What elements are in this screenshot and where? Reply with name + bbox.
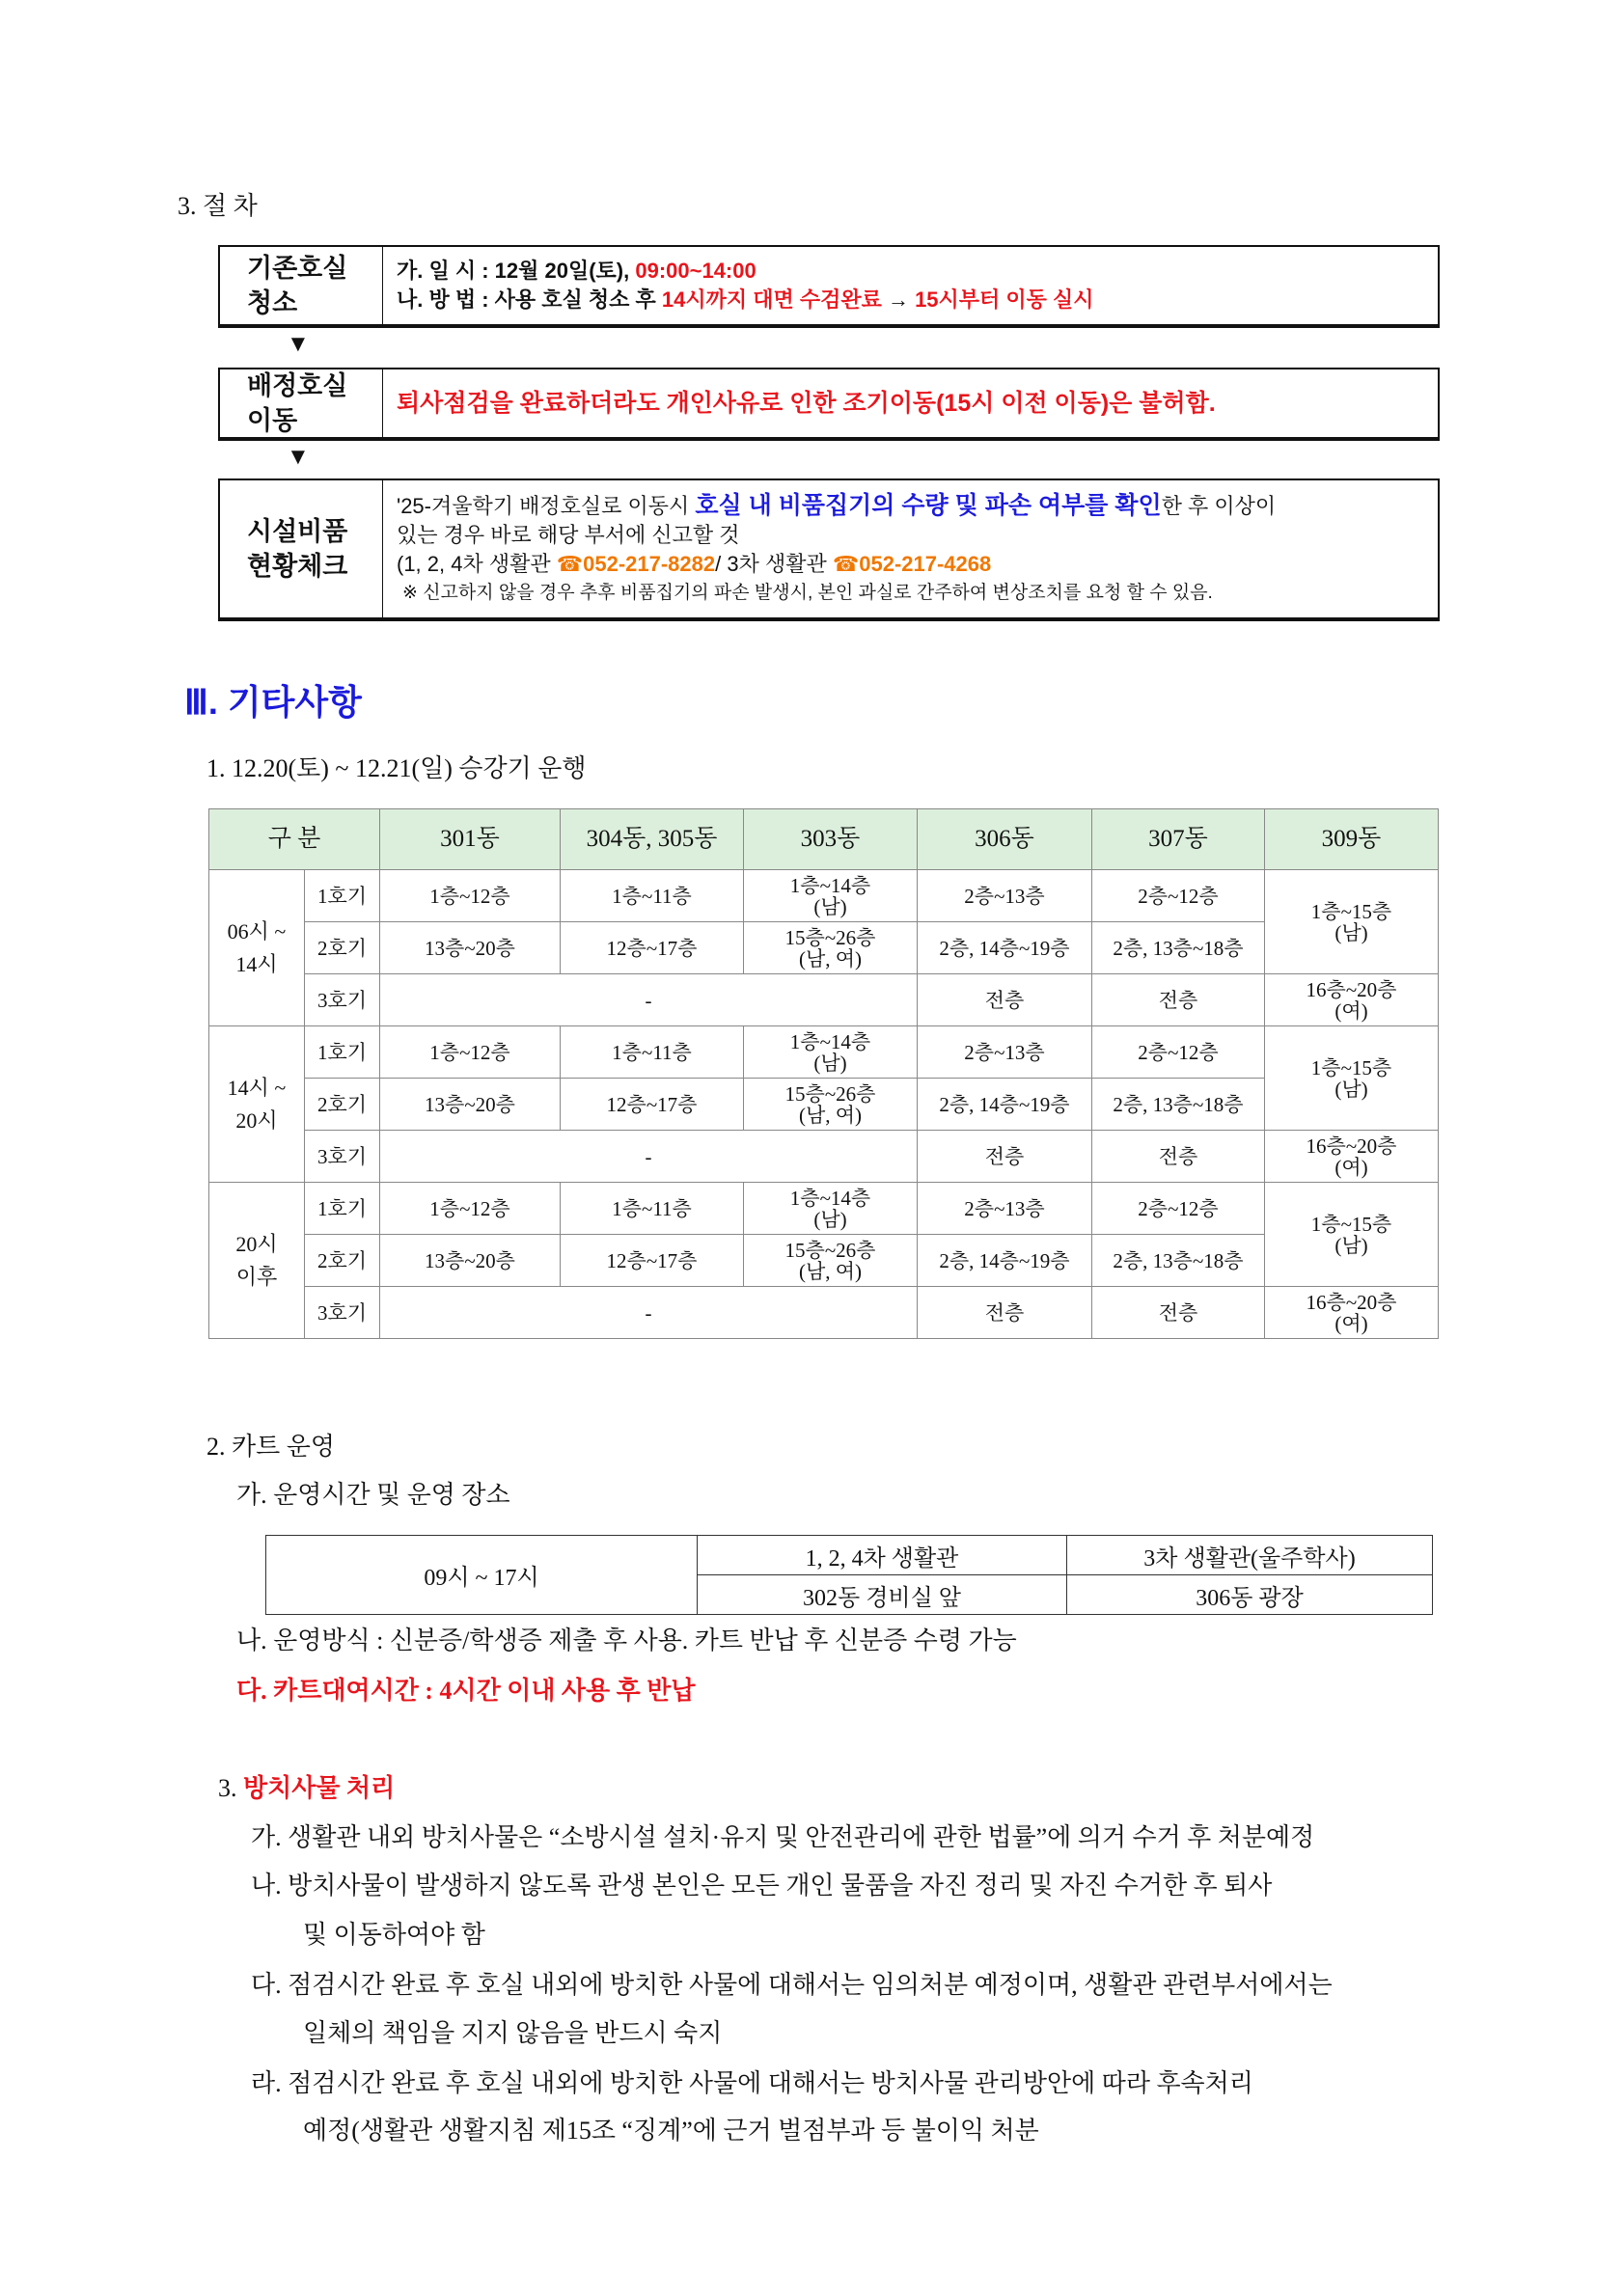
text: 나. 방 법 : 사용 호실 청소 후 (397, 287, 662, 312)
table-cell (744, 870, 918, 922)
highlight: 15시부터 이동 실시 (915, 287, 1094, 312)
period-label: 이후 (235, 1264, 278, 1289)
header-cell: 301동 (380, 809, 561, 870)
floor-range: 16층~20층 (1306, 1134, 1397, 1158)
unit-cell: 3호기 (305, 974, 380, 1026)
unit-cell: 1호기 (305, 1183, 380, 1235)
down-arrow-icon: ▼ (287, 332, 310, 357)
floor-range: 15층~26층 (784, 1081, 876, 1106)
period-label: 14시 ~ (227, 1075, 287, 1100)
header-cell: 309동 (1265, 809, 1439, 870)
table-cell: - (380, 974, 918, 1026)
table-cell: 전층 (1092, 1131, 1265, 1183)
header-cell: 구 분 (209, 809, 380, 870)
table-cell (1265, 1131, 1439, 1183)
text: 한 후 이상이 (1161, 493, 1277, 518)
method-line (397, 286, 1424, 314)
table-cell: 13층~20층 (380, 1079, 561, 1131)
floor-range: 1층~15층 (1310, 1055, 1392, 1080)
header-cell: 307동 (1092, 809, 1265, 870)
note: ※ 신고하지 않을 경우 추후 비품집기의 파손 발생시, 본인 과실로 간주하여 변상조치를 요청 할 수 있음. (402, 582, 1213, 603)
list-item: 나. 방치사물이 발생하지 않도록 관생 본인은 모든 개인 물품을 자진 정리 및 자진 수거한 후 퇴사 (251, 1872, 1273, 1900)
table-cell: 2층, 13층~18층 (1092, 922, 1265, 974)
list-item: 예정(생활관 생활지침 제15조 “징계”에 근거 벌점부과 등 불이익 처분 (303, 2117, 1039, 2145)
floor-range: 15층~26층 (784, 1238, 876, 1262)
unit-cell: 1호기 (305, 870, 380, 922)
gender: (남) (1334, 920, 1368, 944)
table-cell (1265, 870, 1439, 974)
elevator-table (208, 808, 1439, 1339)
table-cell: 13층~20층 (380, 922, 561, 974)
list-item: 다. 점검시간 완료 후 호실 내외에 방치한 사물에 대해서는 임의처분 예정이며, 생활관 관련부서에서는 (251, 1971, 1333, 1999)
table-cell: - (380, 1131, 918, 1183)
gender: (여) (1334, 1155, 1368, 1179)
table-cell: 1층~11층 (561, 1183, 744, 1235)
table-row (209, 1026, 1439, 1079)
table-cell: 1층~12층 (380, 1183, 561, 1235)
cart-table (265, 1535, 1433, 1615)
phone-number: ☎052-217-4268 (832, 551, 992, 576)
schedule-line (397, 257, 1424, 286)
table-cell: 1층~12층 (380, 1026, 561, 1079)
table-cell: 12층~17층 (561, 1079, 744, 1131)
table-cell: 전층 (918, 974, 1092, 1026)
text: 가. 일 시 : 12월 20일(토), (397, 259, 636, 283)
table-cell: 2층~12층 (1092, 870, 1265, 922)
table-header (209, 809, 1439, 870)
header-cell: 303동 (744, 809, 918, 870)
unit-cell: 2호기 (305, 1235, 380, 1287)
unit-cell: 1호기 (305, 1026, 380, 1079)
period-label: 20시 (235, 1107, 278, 1133)
floor-range: 1층~14층 (789, 1186, 871, 1210)
table-cell: 전층 (1092, 974, 1265, 1026)
table-cell: 2층~13층 (918, 1026, 1092, 1079)
period-label: 14시 (235, 951, 278, 976)
table-row (209, 1079, 1439, 1131)
abandoned-heading (218, 1773, 395, 1804)
section-title: 기타사항 (227, 682, 362, 722)
table-cell: 13층~20층 (380, 1235, 561, 1287)
list-item: 및 이동하여야 함 (303, 1921, 485, 1949)
period-cell (209, 1026, 305, 1183)
step-label: 이동 (247, 406, 298, 435)
period-label: 06시 ~ (227, 918, 287, 943)
floor-range: 15층~26층 (784, 925, 876, 949)
table-row (209, 1287, 1439, 1339)
table-cell: 3차 생활관(울주학사) (1067, 1536, 1433, 1575)
table-cell: 2층, 14층~19층 (918, 922, 1092, 974)
section-number: Ⅲ. (184, 682, 228, 722)
procedure-heading: 3. 절 차 (178, 192, 258, 220)
table-row (209, 1131, 1439, 1183)
step-label: 현황체크 (247, 552, 348, 581)
table-cell: 1, 2, 4차 생활관 (698, 1536, 1067, 1575)
phone-number: ☎052-217-8282 (556, 551, 716, 576)
table-cell: 전층 (918, 1287, 1092, 1339)
gender: (남) (1334, 1233, 1368, 1257)
table-row (209, 1235, 1439, 1287)
elevator-heading: 1. 12.20(토) ~ 12.21(일) 승강기 운행 (206, 754, 587, 782)
floor-range: 1층~14층 (789, 873, 871, 897)
gender: (여) (1334, 998, 1368, 1023)
step-label: 시설비품 (247, 517, 348, 546)
gender: (남, 여) (798, 946, 863, 970)
table-cell: 2층, 14층~19층 (918, 1235, 1092, 1287)
unit-cell: 3호기 (305, 1131, 380, 1183)
cart-rental-time: 다. 카트대여시간 : 4시간 이내 사용 후 반납 (236, 1677, 696, 1705)
table-cell: 302동 경비실 앞 (698, 1575, 1067, 1615)
gender: (남, 여) (798, 1103, 863, 1127)
table-row (209, 922, 1439, 974)
table-cell (744, 1235, 918, 1287)
table-cell: 12층~17층 (561, 1235, 744, 1287)
floor-range: 1층~15층 (1310, 899, 1392, 923)
gender: (남) (813, 1051, 847, 1075)
floor-range: 1층~14층 (789, 1029, 871, 1053)
section-title: 방치사물 처리 (243, 1774, 396, 1802)
table-cell (744, 1183, 918, 1235)
table-cell: 전층 (1092, 1287, 1265, 1339)
table-cell: 2층~13층 (918, 870, 1092, 922)
table-cell: 2층~12층 (1092, 1183, 1265, 1235)
table-cell: 1층~11층 (561, 870, 744, 922)
period-cell (209, 870, 305, 1026)
text: '25-겨울학기 배정호실로 이동시 (397, 493, 696, 518)
list-item: 가. 생활관 내외 방치사물은 “소방시설 설치·유지 및 안전관리에 관한 법률”에 의거 수거 후 처분예정 (251, 1823, 1315, 1851)
table-cell: 1층~12층 (380, 870, 561, 922)
unit-cell: 3호기 (305, 1287, 380, 1339)
table-cell: 306동 광장 (1067, 1575, 1433, 1615)
list-item: 라. 점검시간 완료 후 호실 내외에 방치한 사물에 대해서는 방치사물 관리방안에 따라 후속처리 (251, 2069, 1253, 2097)
table-cell (744, 922, 918, 974)
step-label: 기존호실 (247, 254, 348, 283)
cart-heading: 2. 카트 운영 (206, 1433, 335, 1461)
table-cell: 1층~11층 (561, 1026, 744, 1079)
step-move (218, 368, 1440, 441)
table-cell: 2층, 13층~18층 (1092, 1235, 1265, 1287)
gender: (여) (1334, 1311, 1368, 1335)
time-highlight: 09:00~14:00 (635, 259, 756, 283)
table-cell: 12층~17층 (561, 922, 744, 974)
gender: (남) (813, 1207, 847, 1231)
floor-range: 1층~15층 (1310, 1212, 1392, 1236)
table-cell (1265, 1287, 1439, 1339)
table-cell: 2층~13층 (918, 1183, 1092, 1235)
move-notice: 퇴사점검을 완료하더라도 개인사유로 인한 조기이동(15시 이전 이동)은 불허함. (397, 390, 1216, 417)
table-cell: 2층, 13층~18층 (1092, 1079, 1265, 1131)
header-cell: 304동, 305동 (561, 809, 744, 870)
floor-range: 16층~20층 (1306, 977, 1397, 1001)
table-row (209, 1183, 1439, 1235)
period-cell (209, 1183, 305, 1339)
list-item: 일체의 책임을 지지 않음을 반드시 숙지 (303, 2019, 723, 2047)
table-cell: 2층~12층 (1092, 1026, 1265, 1079)
step-label: 청소 (247, 288, 298, 317)
table-cell: 전층 (918, 1131, 1092, 1183)
arrow-icon: → (881, 287, 916, 312)
table-row (266, 1536, 1433, 1575)
table-cell (744, 1026, 918, 1079)
highlight: 14시까지 대면 수검완료 (661, 287, 882, 312)
floor-range: 16층~20층 (1306, 1290, 1397, 1314)
step-label: 배정호실 (247, 371, 348, 400)
table-cell (1265, 1183, 1439, 1287)
text: (1, 2, 4차 생활관 (397, 551, 557, 576)
down-arrow-icon: ▼ (287, 445, 310, 470)
unit-cell: 2호기 (305, 922, 380, 974)
table-cell (744, 1079, 918, 1131)
cart-subheading: 가. 운영시간 및 운영 장소 (236, 1481, 510, 1509)
unit-cell: 2호기 (305, 1079, 380, 1131)
gender: (남, 여) (798, 1259, 863, 1283)
step-cleaning (218, 245, 1440, 328)
table-row (209, 870, 1439, 922)
table-cell: - (380, 1287, 918, 1339)
gender: (남) (1334, 1077, 1368, 1101)
table-cell (1265, 974, 1439, 1026)
highlight: 호실 내 비품집기의 수량 및 파손 여부를 확인 (695, 491, 1162, 519)
check-line (397, 491, 1424, 521)
section-number: 3. (218, 1774, 243, 1802)
cart-time: 09시 ~ 17시 (266, 1536, 698, 1615)
period-label: 20시 (235, 1231, 278, 1256)
table-cell: 2층, 14층~19층 (918, 1079, 1092, 1131)
text: / 3차 생활관 (715, 551, 833, 576)
header-cell: 306동 (918, 809, 1092, 870)
contact-line (397, 550, 1424, 579)
table-row (209, 974, 1439, 1026)
table-cell (1265, 1026, 1439, 1131)
cart-method: 나. 운영방식 : 신분증/학생증 제출 후 사용. 카트 반납 후 신분증 수령 가능 (236, 1626, 1017, 1654)
gender: (남) (813, 894, 847, 918)
section-heading (184, 675, 362, 724)
check-line: 있는 경우 바로 해당 부서에 신고할 것 (397, 522, 740, 547)
step-facility-check (218, 478, 1440, 621)
